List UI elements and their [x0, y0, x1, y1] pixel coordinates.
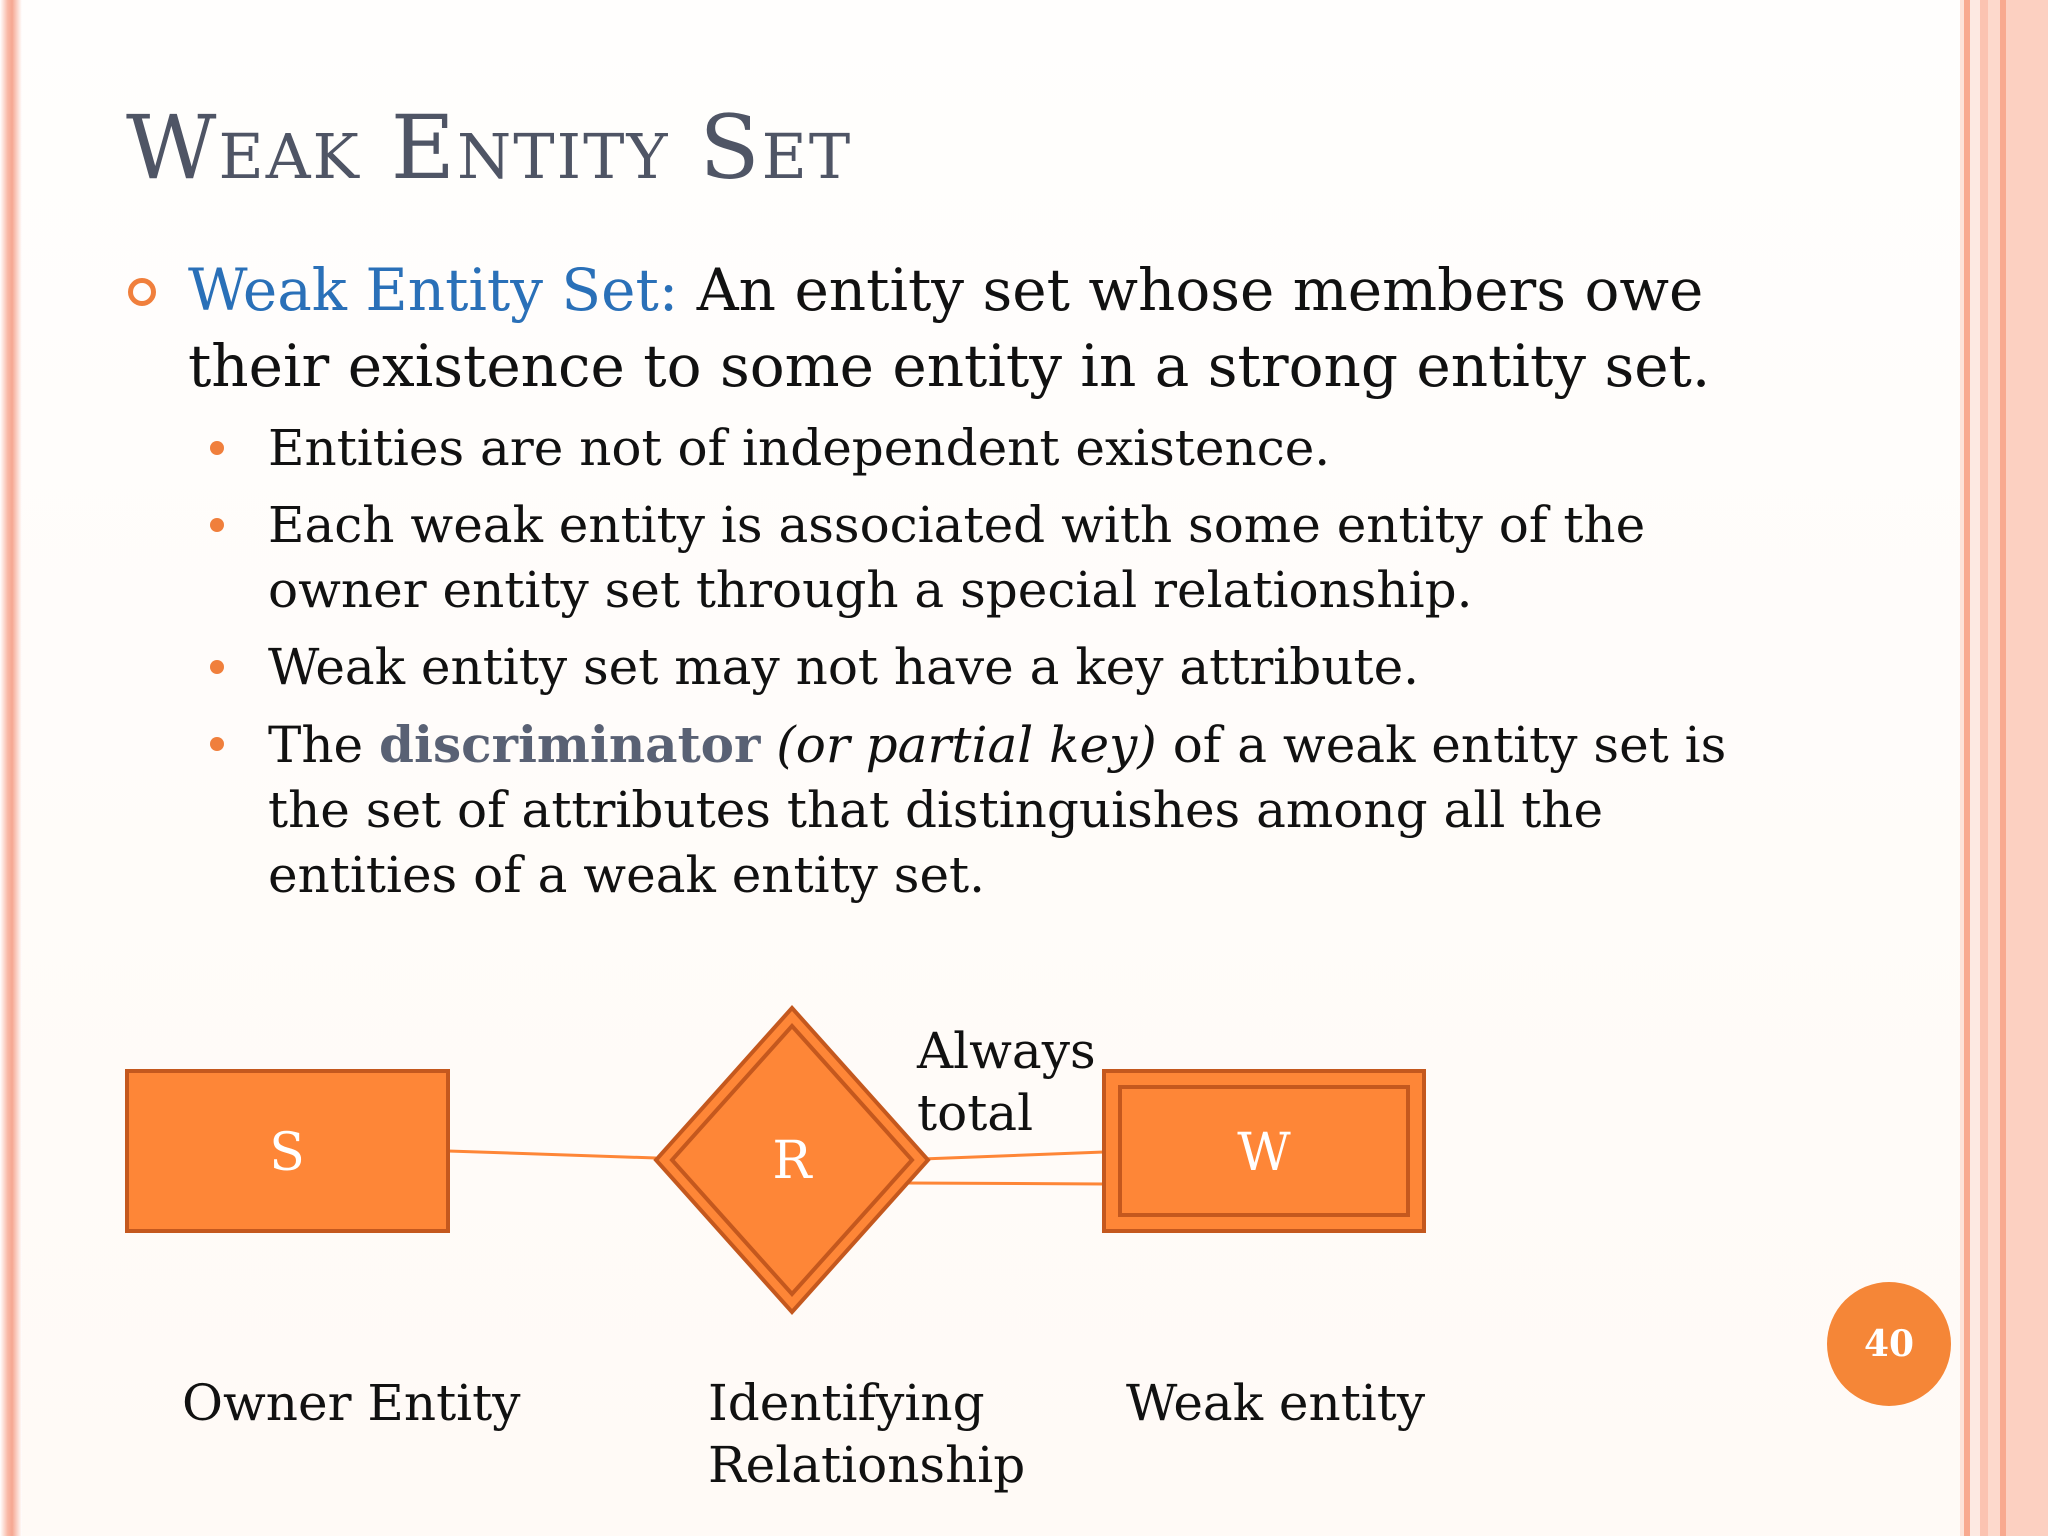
sub-bullet-text: Each weak entity is associated with some entity of the owner entity set through a special relationship. — [268, 496, 1646, 619]
owner-entity-symbol: S — [269, 1123, 305, 1183]
annotation-line-2: total — [917, 1084, 1034, 1142]
relationship-symbol: R — [772, 1131, 812, 1191]
weak-entity-symbol: W — [1237, 1123, 1291, 1183]
owner-entity-caption: Owner Entity — [182, 1374, 521, 1432]
annotation-line-1: Always — [917, 1022, 1096, 1080]
identifying-relationship-caption — [708, 1372, 1025, 1496]
sub-bullet-text: Weak entity set may not have a key attribute. — [268, 638, 1420, 696]
total-participation-line-upper — [922, 1152, 1104, 1159]
discriminator-prefix: The — [268, 716, 380, 774]
slide-title: Weak Entity Set — [126, 96, 853, 199]
caption-line-2: Relationship — [708, 1436, 1026, 1494]
main-bullet-text: An entity set whose members owe their existence to some entity in a strong entity set. — [188, 256, 1711, 400]
discriminator-suffix: of a weak entity set is the set of attributes that distinguishes among all the entities of a weak entity set. — [268, 716, 1727, 904]
weak-entity-caption: Weak entity — [1126, 1374, 1426, 1432]
discriminator-term: discriminator — [379, 715, 761, 774]
caption-line-1: Identifying — [708, 1374, 985, 1432]
partial-key-note: (or partial key) — [760, 716, 1157, 774]
weak-entity-set-term: Weak Entity Set: — [188, 256, 679, 324]
page-number-badge: 40 — [1827, 1282, 1951, 1406]
always-total-annotation — [917, 1020, 1096, 1144]
owner-relationship-line — [448, 1151, 656, 1158]
sub-bullet-text: Entities are not of independent existence. — [268, 419, 1331, 477]
total-participation-line-lower — [906, 1183, 1104, 1184]
